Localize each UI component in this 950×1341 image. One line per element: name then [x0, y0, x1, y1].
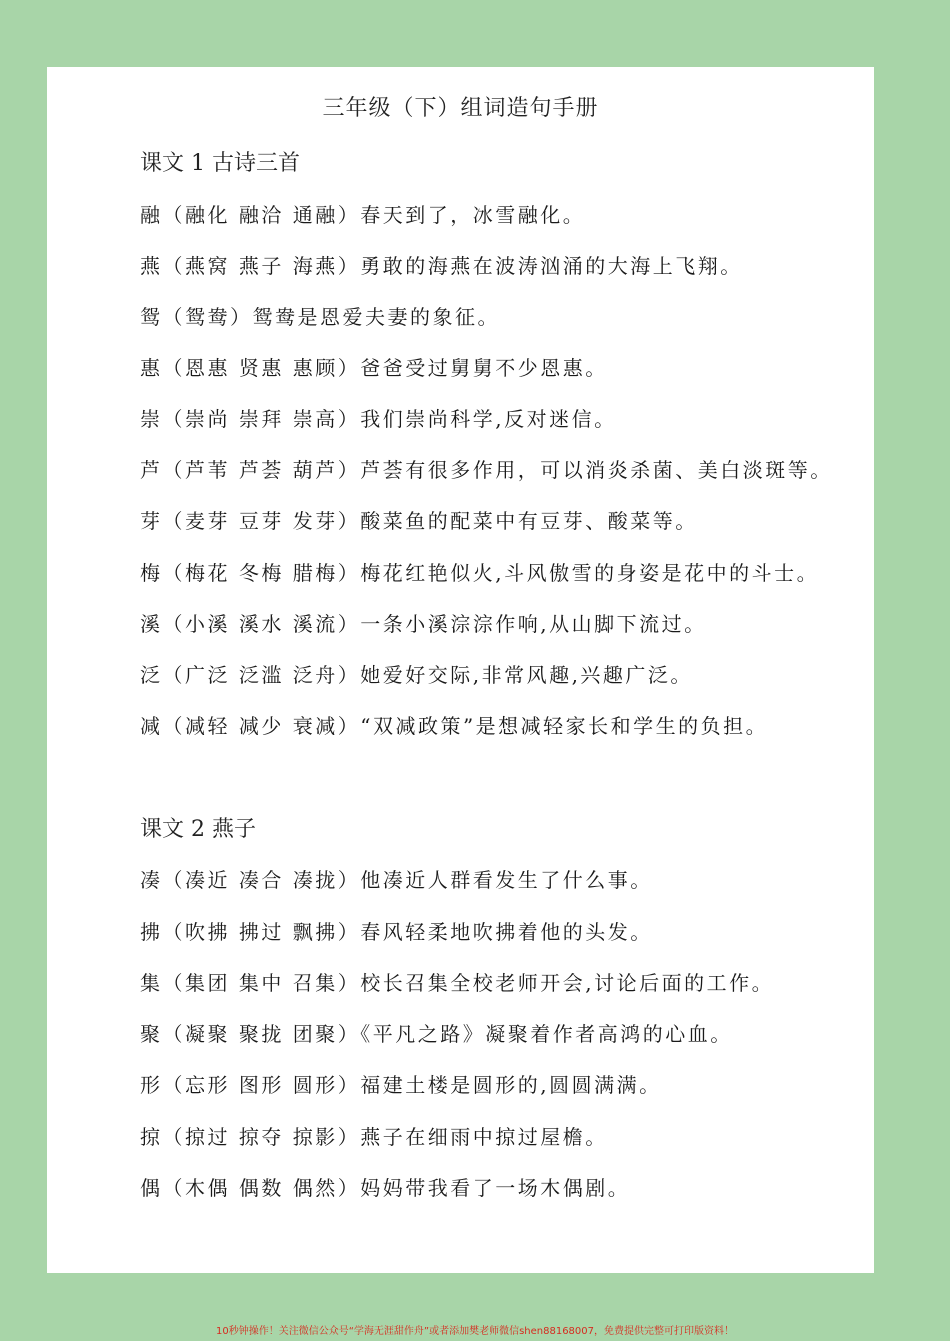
word-entry: 鸳（鸳鸯）鸳鸯是恩爱夫妻的象征。	[140, 305, 500, 329]
page-title: 三年级（下）组词造句手册	[322, 96, 599, 121]
section-heading-2: 课文 2 燕子	[140, 817, 256, 842]
word-entry: 形（忘形 图形 圆形）福建土楼是圆形的,圆圆满满。	[140, 1073, 662, 1097]
word-entry: 芦（芦苇 芦荟 葫芦）芦荟有很多作用，可以消炎杀菌、美白淡斑等。	[140, 458, 833, 482]
word-entry: 泛（广泛 泛滥 泛舟）她爱好交际,非常风趣,兴趣广泛。	[140, 663, 693, 687]
word-entry: 溪（小溪 溪水 溪流）一条小溪淙淙作响,从山脚下流过。	[140, 612, 707, 636]
word-entry: 聚（凝聚 聚拢 团聚）《平凡之路》凝聚着作者高鸿的心血。	[140, 1022, 733, 1046]
word-entry: 拂（吹拂 拂过 飘拂）春风轻柔地吹拂着他的头发。	[140, 920, 653, 944]
word-entry: 偶（木偶 偶数 偶然）妈妈带我看了一场木偶剧。	[140, 1176, 631, 1200]
word-entry: 融（融化 融洽 通融）春天到了，冰雪融化。	[140, 203, 586, 227]
word-entry: 惠（恩惠 贤惠 惠顾）爸爸受过舅舅不少恩惠。	[140, 356, 608, 380]
word-entry: 燕（燕窝 燕子 海燕）勇敢的海燕在波涛汹涌的大海上飞翔。	[140, 254, 743, 278]
promo-footer: 10秒钟操作！关注微信公众号“学海无涯甜作舟”或者添加樊老师微信shen88168007，免费提供完整可打印版资料！	[215, 1326, 735, 1337]
document-page	[47, 67, 874, 1273]
word-entry: 凑（凑近 凑合 凑拢）他凑近人群看发生了什么事。	[140, 868, 653, 892]
word-entry: 减（减轻 减少 衰减）“双减政策”是想减轻家长和学生的负担。	[140, 714, 769, 738]
word-entry: 梅（梅花 冬梅 腊梅）梅花红艳似火,斗风傲雪的身姿是花中的斗士。	[140, 561, 820, 585]
word-entry: 集（集团 集中 召集）校长召集全校老师开会,讨论后面的工作。	[140, 971, 775, 995]
word-entry: 芽（麦芽 豆芽 发芽）酸菜鱼的配菜中有豆芽、酸菜等。	[140, 509, 698, 533]
word-entry: 掠（掠过 掠夺 掠影）燕子在细雨中掠过屋檐。	[140, 1125, 608, 1149]
word-entry: 崇（崇尚 崇拜 崇高）我们崇尚科学,反对迷信。	[140, 407, 617, 431]
section-heading-1: 课文 1 古诗三首	[140, 151, 300, 176]
